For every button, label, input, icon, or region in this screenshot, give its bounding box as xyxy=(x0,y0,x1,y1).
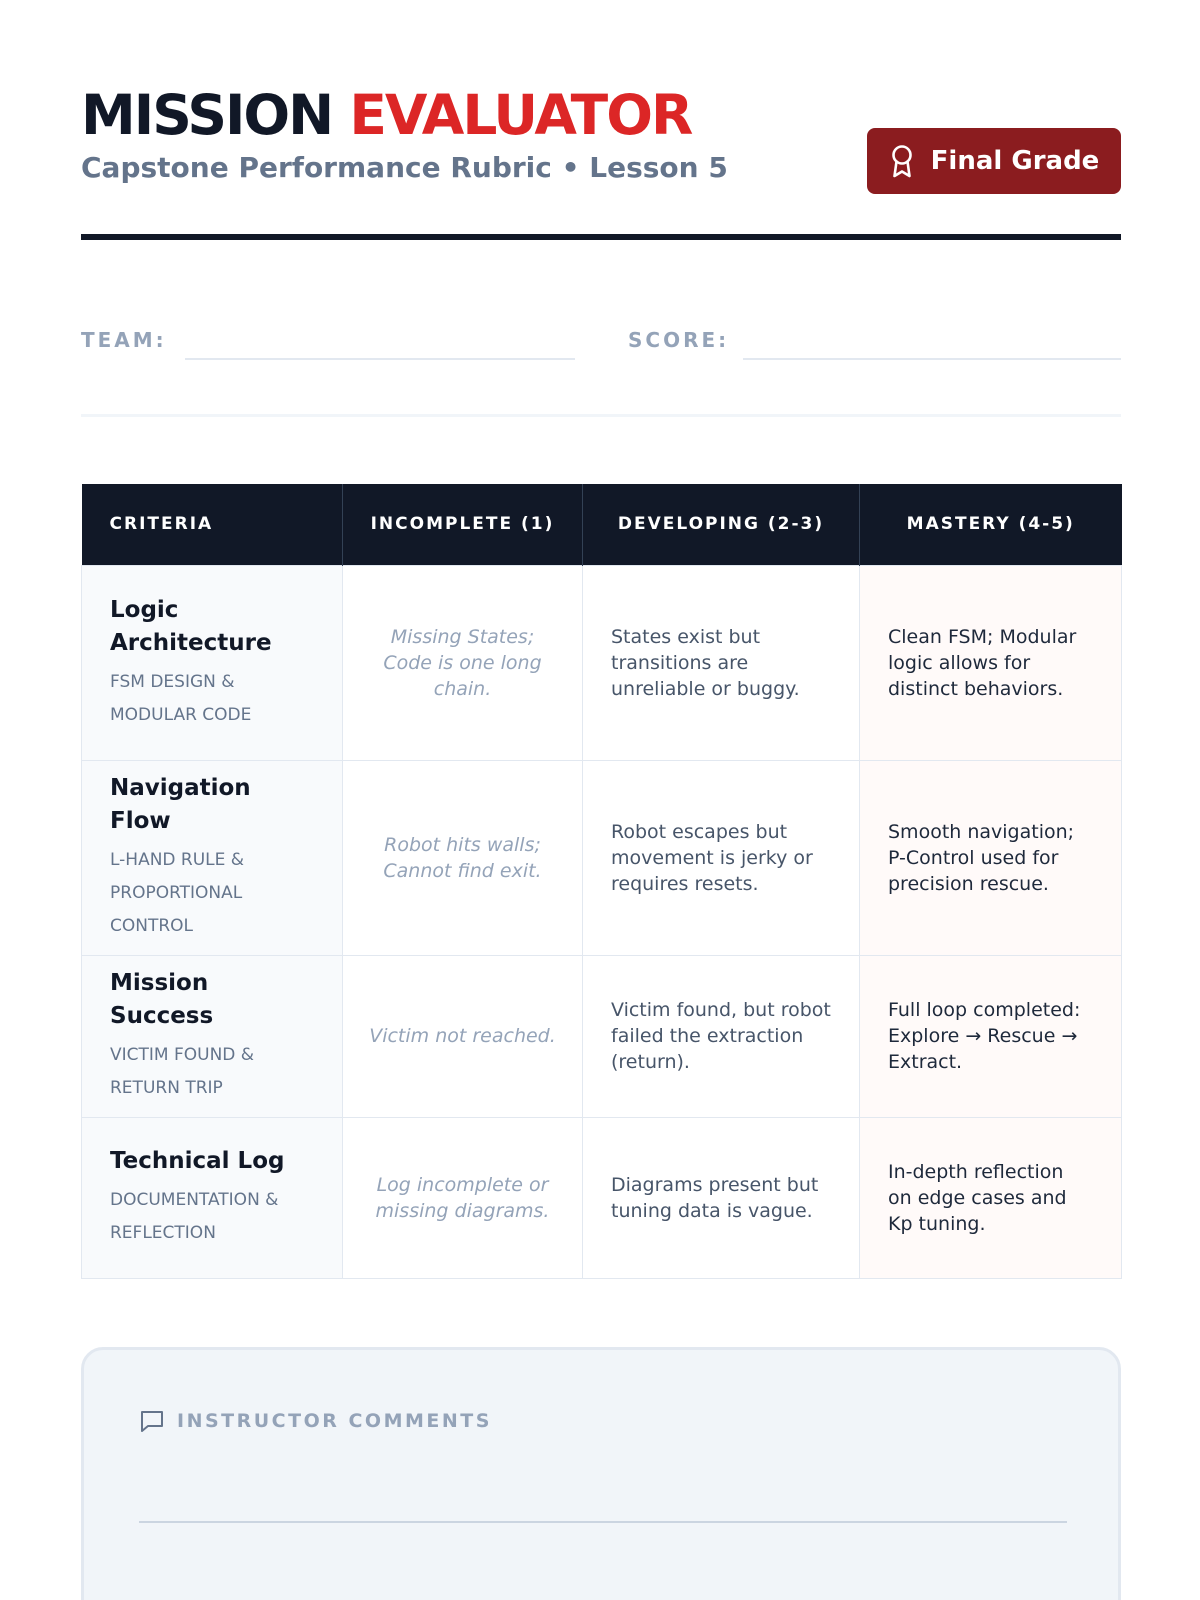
mastery-cell: Smooth navigation; P-Control used for precision rescue. xyxy=(860,760,1122,955)
table-row xyxy=(82,565,1122,760)
team-field-group xyxy=(81,318,167,362)
developing-cell: Victim found, but robot failed the extraction (return). xyxy=(583,955,860,1117)
header-divider xyxy=(81,234,1121,240)
page-subtitle: Capstone Performance Rubric • Lesson 5 xyxy=(81,151,728,184)
team-input-line[interactable] xyxy=(185,358,575,360)
criteria-subtitle: VICTIM FOUND & RETURN TRIP xyxy=(110,1045,255,1098)
incomplete-cell: Log incomplete or missing diagrams. xyxy=(343,1117,583,1278)
criteria-name: Technical Log xyxy=(110,1148,285,1174)
mastery-cell: Clean FSM; Modular logic allows for distinct behaviors. xyxy=(860,565,1122,760)
table-row xyxy=(82,955,1122,1117)
header-incomplete: INCOMPLETE (1) xyxy=(343,484,583,565)
developing-cell: States exist but transitions are unreliable or buggy. xyxy=(583,565,860,760)
header-mastery: MASTERY (4-5) xyxy=(860,484,1122,565)
incomplete-cell: Victim not reached. xyxy=(343,955,583,1117)
mastery-cell: Full loop completed: Explore → Rescue → Extract. xyxy=(860,955,1122,1117)
title-part-2: EVALUATOR xyxy=(349,83,692,147)
comment-icon xyxy=(139,1408,165,1434)
criteria-cell xyxy=(82,760,343,955)
score-label: SCORE: xyxy=(628,328,730,352)
title-part-1: MISSION xyxy=(81,83,333,147)
criteria-name: Navigation Flow xyxy=(110,775,251,834)
criteria-subtitle: DOCUMENTATION & REFLECTION xyxy=(110,1190,279,1243)
table-row xyxy=(82,760,1122,955)
team-label: TEAM: xyxy=(81,328,167,352)
final-grade-button[interactable] xyxy=(867,128,1121,194)
developing-cell: Robot escapes but movement is jerky or requires resets. xyxy=(583,760,860,955)
comments-write-line[interactable] xyxy=(139,1521,1067,1523)
final-grade-label: Final Grade xyxy=(930,146,1100,176)
section-divider xyxy=(81,414,1121,417)
header xyxy=(81,84,1121,194)
instructor-comments-box[interactable] xyxy=(81,1347,1121,1600)
criteria-cell xyxy=(82,1117,343,1278)
score-input-line[interactable] xyxy=(743,358,1121,360)
rubric-table xyxy=(81,484,1122,1279)
comments-label: INSTRUCTOR COMMENTS xyxy=(177,1410,492,1432)
criteria-subtitle: L-HAND RULE & PROPORTIONAL CONTROL xyxy=(110,850,245,936)
table-header-row xyxy=(82,484,1122,565)
score-field-group xyxy=(628,318,729,362)
criteria-subtitle: FSM DESIGN & MODULAR CODE xyxy=(110,671,252,725)
developing-cell: Diagrams present but tuning data is vague. xyxy=(583,1117,860,1278)
criteria-cell xyxy=(82,565,343,760)
criteria-cell xyxy=(82,955,343,1117)
incomplete-cell: Missing States; Code is one long chain. xyxy=(343,565,583,760)
criteria-name: Mission Success xyxy=(110,970,214,1029)
comments-header xyxy=(139,1408,492,1434)
header-criteria: CRITERIA xyxy=(82,484,343,565)
mastery-cell: In-depth reflection on edge cases and Kp tuning. xyxy=(860,1117,1122,1278)
header-developing: DEVELOPING (2-3) xyxy=(583,484,860,565)
incomplete-cell: Robot hits walls; Cannot find exit. xyxy=(343,760,583,955)
award-ribbon-icon xyxy=(889,144,915,178)
table-row xyxy=(82,1117,1122,1278)
criteria-name: Logic Architecture xyxy=(110,596,272,656)
